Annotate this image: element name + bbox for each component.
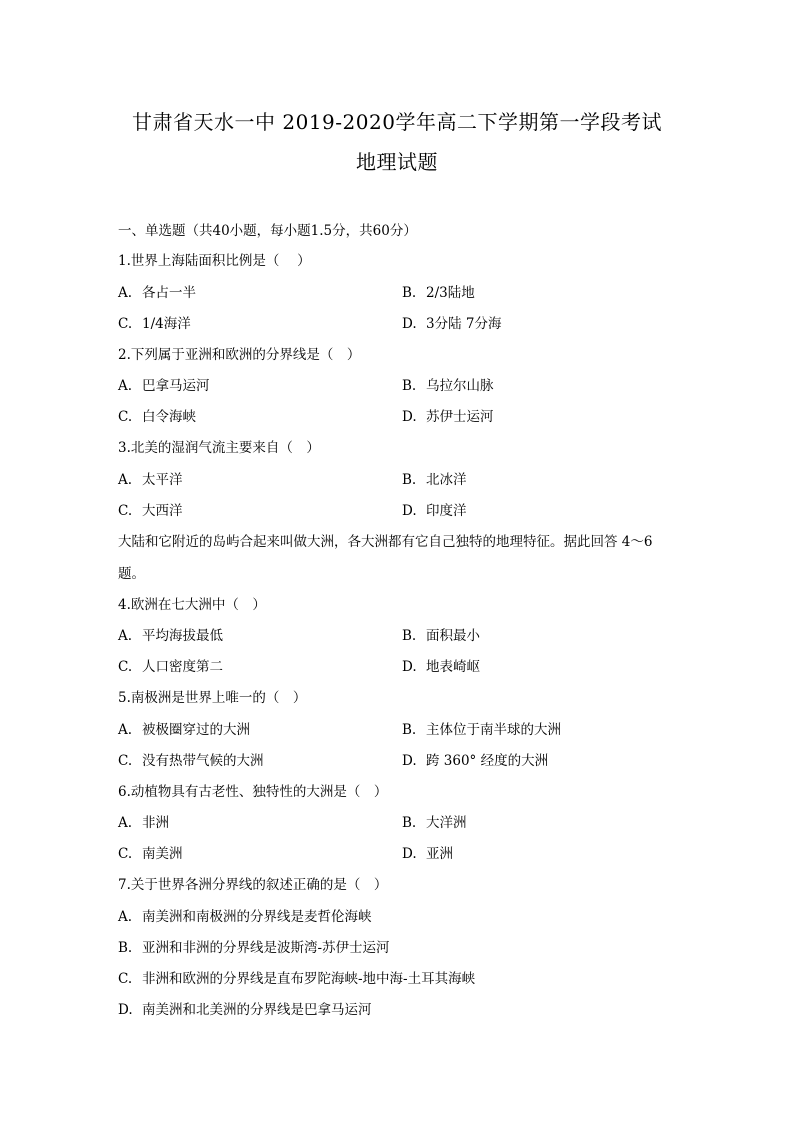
option-label: B. xyxy=(402,378,417,394)
option-label: A. xyxy=(118,378,133,394)
question-3-option-b xyxy=(402,468,467,488)
option-text: 白令海峡 xyxy=(142,409,196,425)
option-text: 北冰洋 xyxy=(426,472,467,488)
option-text: 南美洲和北美洲的分界线是巴拿马运河 xyxy=(142,1002,372,1018)
question-5-option-b xyxy=(402,718,561,738)
option-label: D. xyxy=(402,753,417,769)
question-1-option-d xyxy=(402,312,501,332)
question-4-stem: 4.欧洲在七大洲中（ ） xyxy=(118,597,266,613)
option-label: A. xyxy=(118,815,133,831)
question-2-option-d xyxy=(402,405,494,425)
option-label: B. xyxy=(402,472,417,488)
option-text: 苏伊士运河 xyxy=(426,409,494,425)
option-text: 亚洲 xyxy=(426,846,453,862)
option-label: B. xyxy=(402,628,417,644)
question-2-stem: 2.下列属于亚洲和欧洲的分界线是（ ） xyxy=(118,347,361,363)
question-7-option-c xyxy=(118,967,475,987)
option-label: D. xyxy=(402,503,417,519)
option-label: D. xyxy=(402,659,417,675)
question-1-option-b xyxy=(402,281,475,301)
option-label: C. xyxy=(118,409,133,425)
question-7-option-a xyxy=(118,905,372,925)
option-text: 大洋洲 xyxy=(426,815,467,831)
question-2-option-a xyxy=(118,374,210,394)
option-label: C. xyxy=(118,846,133,862)
option-label: D. xyxy=(402,316,417,332)
question-4-option-c xyxy=(118,655,223,675)
option-label: D. xyxy=(402,846,417,862)
option-label: A. xyxy=(118,909,133,925)
exam-title: 甘肃省天水一中 2019-2020学年高二下学期第一学段考试 xyxy=(132,110,662,134)
option-text: 2/3陆地 xyxy=(426,285,475,301)
option-text: 人口密度第二 xyxy=(142,659,223,675)
option-text: 主体位于南半球的大洲 xyxy=(426,722,561,738)
question-4-option-d xyxy=(402,655,480,675)
question-6-option-a xyxy=(118,811,169,831)
option-label: A. xyxy=(118,722,133,738)
question-5-stem: 5.南极洲是世界上唯一的（ ） xyxy=(118,690,307,706)
option-label: C. xyxy=(118,753,133,769)
option-text: 没有热带气候的大洲 xyxy=(142,753,264,769)
question-1-stem: 1.世界上海陆面积比例是（ ） xyxy=(118,253,311,269)
option-label: C. xyxy=(118,971,133,987)
question-7-option-b xyxy=(118,936,390,956)
option-text: 太平洋 xyxy=(142,472,183,488)
option-label: B. xyxy=(402,722,417,738)
option-text: 南美洲 xyxy=(142,846,183,862)
section-heading: 一、单选题（共40小题，每小题1.5分，共60分） xyxy=(118,223,417,239)
option-text: 面积最小 xyxy=(426,628,480,644)
option-label: D. xyxy=(118,1002,133,1018)
exam-subtitle: 地理试题 xyxy=(356,150,438,174)
question-2-option-b xyxy=(402,374,494,394)
option-label: D. xyxy=(402,409,417,425)
option-label: C. xyxy=(118,503,133,519)
question-6-option-b xyxy=(402,811,467,831)
group-intro-line-1: 大陆和它附近的岛屿合起来叫做大洲，各大洲都有它自己独特的地理特征。据此回答 4～6 xyxy=(118,534,653,550)
question-4-option-b xyxy=(402,624,480,644)
option-text: 大西洋 xyxy=(142,503,183,519)
question-7-stem: 7.关于世界各洲分界线的叙述正确的是（ ） xyxy=(118,877,388,893)
option-text: 跨 360° 经度的大洲 xyxy=(426,753,549,769)
question-5-option-c xyxy=(118,749,264,769)
question-7-option-d xyxy=(118,998,372,1018)
option-label: A. xyxy=(118,628,133,644)
question-6-stem: 6.动植物具有古老性、独特性的大洲是（ ） xyxy=(118,784,388,800)
option-text: 1/4海洋 xyxy=(142,316,191,332)
option-text: 平均海拔最低 xyxy=(142,628,223,644)
option-label: C. xyxy=(118,316,133,332)
option-text: 亚洲和非洲的分界线是波斯湾-苏伊士运河 xyxy=(142,940,390,956)
option-label: B. xyxy=(402,285,417,301)
question-3-option-d xyxy=(402,499,467,519)
option-label: B. xyxy=(118,940,133,956)
question-5-option-a xyxy=(118,718,250,738)
question-3-option-c xyxy=(118,499,183,519)
question-1-option-c xyxy=(118,312,191,332)
option-text: 印度洋 xyxy=(426,503,467,519)
question-1-option-a xyxy=(118,281,196,301)
question-3-stem: 3.北美的湿润气流主要来自（ ） xyxy=(118,440,320,456)
question-5-option-d xyxy=(402,749,548,769)
question-4-option-a xyxy=(118,624,223,644)
question-6-option-c xyxy=(118,842,183,862)
option-label: A. xyxy=(118,472,133,488)
option-text: 非洲和欧洲的分界线是直布罗陀海峡-地中海-土耳其海峡 xyxy=(142,971,476,987)
option-text: 非洲 xyxy=(142,815,169,831)
question-6-option-d xyxy=(402,842,453,862)
option-text: 各占一半 xyxy=(142,285,196,301)
question-3-option-a xyxy=(118,468,183,488)
group-intro-line-2: 题。 xyxy=(118,566,145,582)
option-label: B. xyxy=(402,815,417,831)
option-text: 南美洲和南极洲的分界线是麦哲伦海峡 xyxy=(142,909,372,925)
option-text: 被极圈穿过的大洲 xyxy=(142,722,250,738)
option-text: 巴拿马运河 xyxy=(142,378,210,394)
option-text: 乌拉尔山脉 xyxy=(426,378,494,394)
question-2-option-c xyxy=(118,405,196,425)
option-text: 地表崎岖 xyxy=(426,659,480,675)
option-label: A. xyxy=(118,285,133,301)
option-text: 3分陆 7分海 xyxy=(426,316,502,332)
option-label: C. xyxy=(118,659,133,675)
